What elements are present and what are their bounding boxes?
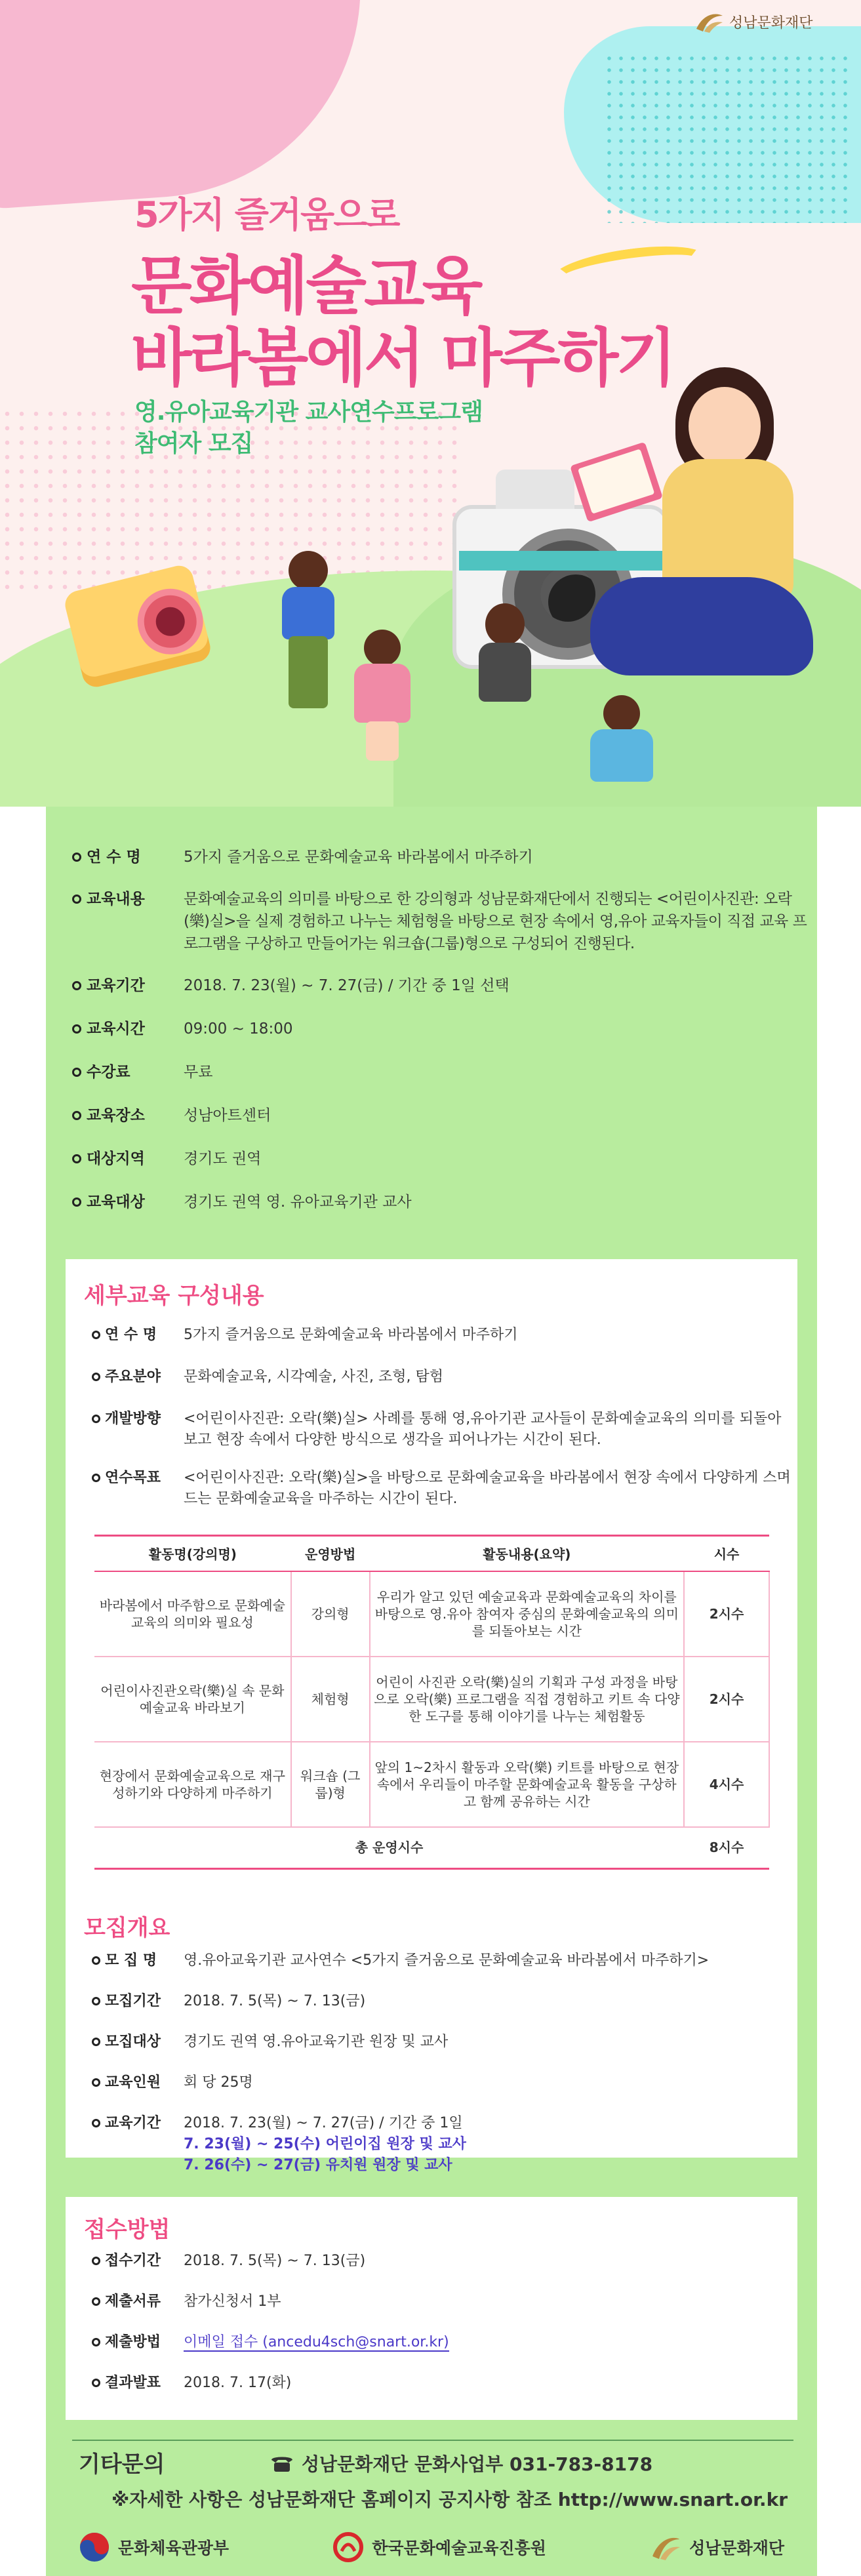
bullet-icon <box>92 1956 100 1965</box>
table-cell: 어린이사진관오락(樂)실 속 문화예술교육 바라보기 <box>94 1657 291 1742</box>
bullet-icon <box>72 1068 81 1077</box>
table-cell: 워크숍 (그룹)형 <box>291 1742 370 1827</box>
contact-phone: 성남문화재단 문화사업부 031-783-8178 <box>269 2450 652 2476</box>
period-detail-kindergarten: 7. 26(수) ~ 27(금) 유치원 원장 및 교사 <box>184 2157 452 2173</box>
hero-dot-pattern <box>603 52 852 223</box>
logo-mcst: 문화체육관광부 <box>79 2531 229 2563</box>
apply-row: 결과발표 2018. 7. 17(화) <box>92 2373 793 2394</box>
apply-row: 접수기간 2018. 7. 5(목) ~ 7. 13(금) <box>92 2251 793 2272</box>
bullet-icon <box>72 1111 81 1120</box>
info-row: 교육내용 문화예술교육의 의미를 바탕으로 한 강의형과 성남문화재단에서 진행되는 <어린이사진관: 오락(樂)실>을 실제 경험하고 나누는 체험형을 바탕으로 현장 속에서 영,유아 교육자들이 직접 교육 프로그램을 구상하고 만들어가는 워크숍(그룹)형으로 구성되어 진행된다. <box>72 888 813 955</box>
camera-strip <box>459 551 662 571</box>
table-cell: 4시수 <box>684 1742 769 1827</box>
bullet-icon <box>92 1474 100 1482</box>
logo-sncf: 성남문화재단 <box>650 2531 784 2563</box>
table-cell: 앞의 1~2차시 활동과 오락(樂) 키트를 바탕으로 현장 속에서 우리들이 마주할 문화예술교육 활동을 구상하고 함께 공유하는 시간 <box>370 1742 685 1827</box>
table-cell: 현장에서 문화예술교육으로 재구성하기와 다양하게 마주하기 <box>94 1742 291 1827</box>
bullet-icon <box>92 1373 100 1381</box>
hero-title-line1: 문화예술교육 <box>131 249 481 323</box>
email-link[interactable]: 이메일 접수 (ancedu4sch@snart.or.kr) <box>184 2334 449 2350</box>
table-cell: 어린이 사진관 오락(樂)실의 기획과 구성 과정을 바탕으로 오락(樂) 프로그램을 직접 경험하고 키트 속 다양한 도구를 통해 이야기를 나누는 체험활동 <box>370 1657 685 1742</box>
recruit-row: 모 집 명 영.유아교육기관 교사연수 <5가지 즐거움으로 문화예술교육 바라봄에서 마주하기> <box>92 1950 793 1971</box>
info-row: 교육장소 성남아트센터 <box>72 1104 813 1127</box>
hero-yellow-ribbon <box>549 239 710 300</box>
table-total-row <box>94 1827 769 1869</box>
details-row: 개발방향 <어린이사진관: 오락(樂)실> 사례를 통해 영,유아기관 교사들이 문화예술교육의 의미를 되돌아보고 현장 속에서 다양한 방식으로 생각을 피어나가는 시간이 된다. <box>92 1409 793 1451</box>
org-logo-text: 성남문화재단 <box>729 14 813 31</box>
logo-arte: 한국문화예술교육진흥원 <box>332 2531 546 2563</box>
hero-pink-shape <box>0 0 374 211</box>
table-row <box>94 1571 769 1657</box>
table-header: 운영방법 <box>291 1536 370 1571</box>
table-row <box>94 1742 769 1827</box>
table-total-hours: 8시수 <box>684 1827 769 1869</box>
info-row: 연 수 명 5가지 즐거움으로 문화예술교육 바라봄에서 마주하기 <box>72 846 813 868</box>
footer-logos <box>46 2531 817 2563</box>
table-cell: 2시수 <box>684 1571 769 1657</box>
bullet-icon <box>72 853 81 862</box>
bullet-icon <box>92 2338 100 2346</box>
bullet-icon <box>92 1997 100 2005</box>
apply-row: 제출방법 이메일 접수 (ancedu4sch@snart.or.kr) <box>92 2332 793 2353</box>
details-card <box>66 1259 797 1915</box>
org-logo <box>695 9 813 34</box>
info-row: 교육기간 2018. 7. 23(월) ~ 7. 27(금) / 기간 중 1일 선택 <box>72 975 813 997</box>
bullet-icon <box>72 1154 81 1163</box>
recruit-row: 모집대상 경기도 권역 영.유아교육기관 원장 및 교사 <box>92 2032 793 2053</box>
hero-subtitle: 5가지 즐거움으로 <box>134 194 399 235</box>
teacher-skirt <box>590 577 813 675</box>
phone-icon <box>269 2453 295 2473</box>
arte-icon <box>332 2531 364 2563</box>
bullet-icon <box>92 2257 100 2265</box>
details-row: 연수목표 <어린이사진관: 오락(樂)실>을 바탕으로 문화예술교육을 바라봄에서 현장 속에서 다양하게 스며드는 문화예술교육을 마주하는 시간이 된다. <box>92 1468 793 1510</box>
period-detail-daycare: 7. 23(월) ~ 25(수) 어린이집 원장 및 교사 <box>184 2136 466 2152</box>
bullet-icon <box>72 1197 81 1207</box>
table-header: 시수 <box>684 1536 769 1571</box>
bullet-icon <box>72 895 81 904</box>
bullet-icon <box>92 2078 100 2087</box>
info-row: 교육시간 09:00 ~ 18:00 <box>72 1018 813 1040</box>
bullet-icon <box>92 2297 100 2306</box>
table-header-row <box>94 1536 769 1571</box>
org-logo-icon <box>695 9 724 34</box>
taegeuk-icon <box>79 2531 110 2563</box>
bullet-icon <box>92 2038 100 2046</box>
details-row: 연 수 명 5가지 즐거움으로 문화예술교육 바라봄에서 마주하기 <box>92 1325 793 1346</box>
table-cell: 체험형 <box>291 1657 370 1742</box>
hero-caption-line2: 참여자 모집 <box>134 430 253 457</box>
info-row: 대상지역 경기도 권역 <box>72 1148 813 1170</box>
recruit-row: 교육인원 회 당 25명 <box>92 2072 793 2093</box>
recruit-title: 모집개요 <box>84 1915 170 1941</box>
teacher-face <box>689 387 761 466</box>
apply-title: 접수방법 <box>84 2217 170 2243</box>
apply-card <box>66 2197 797 2420</box>
hero-title-line2: 바라봄에서 마주하기 <box>131 321 675 395</box>
bullet-icon <box>72 981 81 990</box>
info-row: 교육대상 경기도 권역 영. 유아교육기관 교사 <box>72 1191 813 1213</box>
contact-note: ※자세한 사항은 성남문화재단 홈페이지 공지사항 참조 http://www.snart.or.kr <box>111 2489 788 2510</box>
table-row <box>94 1657 769 1742</box>
main-content <box>46 807 817 2576</box>
activity-table <box>94 1535 770 1870</box>
table-cell: 강의형 <box>291 1571 370 1657</box>
info-row: 수강료 무료 <box>72 1061 813 1083</box>
hero-banner <box>0 0 861 807</box>
apply-row: 제출서류 참가신청서 1부 <box>92 2291 793 2312</box>
table-cell: 우리가 알고 있던 예술교육과 문화예술교육의 차이를 바탕으로 영.유아 참여자 중심의 문화예술교육의 의미를 되돌아보는 시간 <box>370 1571 685 1657</box>
table-header: 활동내용(요약) <box>370 1536 685 1571</box>
bullet-icon <box>92 1415 100 1423</box>
table-cell: 2시수 <box>684 1657 769 1742</box>
table-header: 활동명(강의명) <box>94 1536 291 1571</box>
recruit-card <box>66 1895 797 2173</box>
details-row: 주요분야 문화예술교육, 시각예술, 사진, 조형, 탐험 <box>92 1367 793 1388</box>
bullet-icon <box>72 1024 81 1034</box>
contact-title: 기타문의 <box>79 2451 165 2478</box>
hero-caption-line1: 영.유아교육기관 교사연수프로그램 <box>134 399 483 426</box>
org-logo-icon <box>650 2531 681 2563</box>
recruit-row: 모집기간 2018. 7. 5(목) ~ 7. 13(금) <box>92 1991 793 2012</box>
table-total-label: 총 운영시수 <box>94 1827 684 1869</box>
contact-divider <box>72 2440 793 2441</box>
bullet-icon <box>92 1331 100 1339</box>
details-title: 세부교육 구성내용 <box>84 1283 264 1309</box>
table-cell: 바라봄에서 마주함으로 문화예술교육의 의미와 필요성 <box>94 1571 291 1657</box>
bullet-icon <box>92 2119 100 2127</box>
recruit-row: 교육기간 2018. 7. 23(월) ~ 7. 27(금) / 기간 중 1일 7. 23(월) ~ 25(수) 어린이집 원장 및 교사 7. 26(수) ~ 27(금) 유치원 원장 및 교사 <box>92 2113 793 2176</box>
bullet-icon <box>92 2379 100 2387</box>
